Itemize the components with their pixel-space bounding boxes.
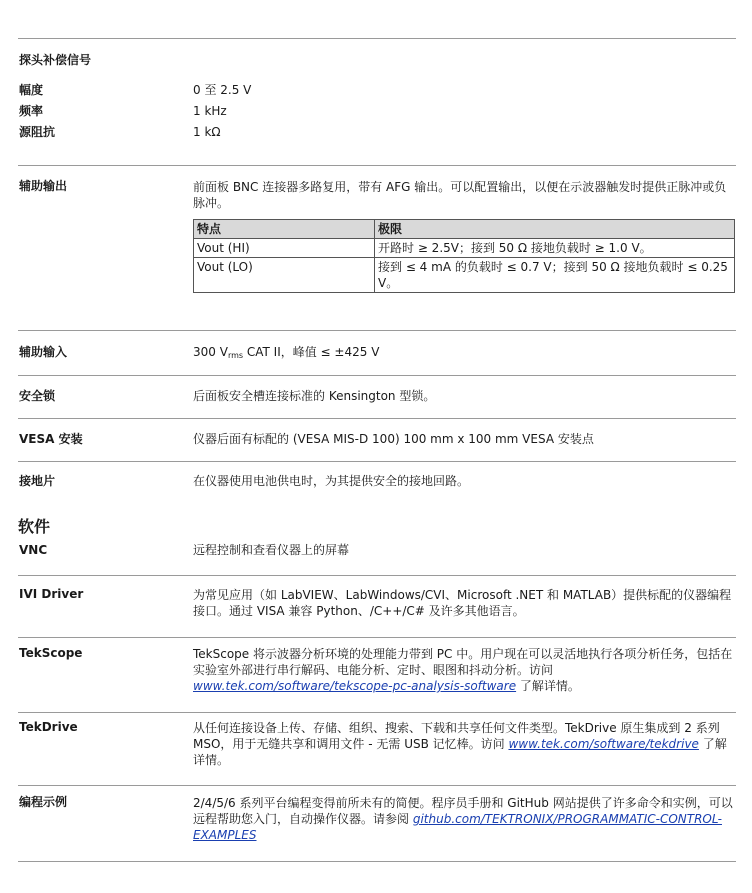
divider xyxy=(18,785,736,786)
security-label: 安全锁 xyxy=(19,389,56,403)
divider xyxy=(18,165,736,166)
aux-out-label: 辅助输出 xyxy=(19,179,68,193)
divider xyxy=(18,637,736,638)
aux-out-desc: 前面板 BNC 连接器多路复用，带有 AFG 输出。可以配置输出，以便在示波器触发时提供正脉冲或负脉冲。 xyxy=(193,180,727,210)
aux-in-label: 辅助输入 xyxy=(19,345,68,359)
ground-label: 接地片 xyxy=(19,474,56,488)
tekscope-link[interactable]: www.tek.com/software/tekscope-pc-analysis-software xyxy=(193,679,517,693)
table-row xyxy=(194,258,735,293)
vesa-value: 仪器后面有标配的 (VESA MIS-D 100) 100 mm x 100 mm VESA 安装点 xyxy=(193,432,594,446)
tekdrive-link[interactable]: www.tek.com/software/tekdrive xyxy=(508,737,699,751)
programming-value: 2/4/5/6 系列平台编程变得前所未有的简便。程序员手册和 GitHub 网站提供了许多命令和实例，可以远程帮助您入门，自动操作仪器。请参阅 github.com/TEKTRONIX/PROGRAMMATIC-CONTROL-EXAMPLES xyxy=(193,796,733,842)
table-header: 极限 xyxy=(375,220,735,239)
ivi-label: IVI Driver xyxy=(19,587,84,601)
table-header: 特点 xyxy=(194,220,375,239)
frequency-value: 1 kHz xyxy=(193,104,227,118)
divider xyxy=(18,418,736,419)
divider xyxy=(18,330,736,331)
amplitude-value: 0 至 2.5 V xyxy=(193,83,252,97)
table-cell: 接到 ≤ 4 mA 的负载时 ≤ 0.7 V；接到 50 Ω 接地负载时 ≤ 0.25 V。 xyxy=(375,258,735,293)
table-row xyxy=(194,239,735,258)
programming-label: 编程示例 xyxy=(19,795,68,809)
vesa-label: VESA 安装 xyxy=(19,432,83,446)
software-title: 软件 xyxy=(18,517,51,536)
probe-comp-title: 探头补偿信号 xyxy=(19,53,92,67)
divider xyxy=(18,38,736,39)
divider xyxy=(18,712,736,713)
table-cell: Vout (HI) xyxy=(194,239,375,258)
frequency-label: 频率 xyxy=(19,104,44,118)
ivi-value: 为常见应用（如 LabVIEW、LabWindows/CVI、Microsoft .NET 和 MATLAB）提供标配的仪器编程接口。通过 VISA 兼容 Python、/C++/C# 及许多其他语言。 xyxy=(193,588,732,618)
table-cell: Vout (LO) xyxy=(194,258,375,293)
impedance-label: 源阻抗 xyxy=(19,125,56,139)
impedance-value: 1 kΩ xyxy=(193,125,221,139)
aux-out-table xyxy=(193,219,735,293)
github-link[interactable]: github.com/TEKTRONIX/PROGRAMMATIC-CONTROL-EXAMPLES xyxy=(193,812,722,842)
vnc-value: 远程控制和查看仪器上的屏幕 xyxy=(193,543,350,557)
divider xyxy=(18,575,736,576)
tekscope-label: TekScope xyxy=(19,646,83,660)
tekdrive-value: 从任何连接设备上传、存储、组织、搜索、下载和共享任何文件类型。TekDrive 原生集成到 2 系列 MSO，用于无缝共享和调用文件 - 无需 USB 记忆棒。访问 www.tek.com/software/tekdrive 了解详情。 xyxy=(193,721,727,767)
security-value: 后面板安全槽连接标准的 Kensington 型锁。 xyxy=(193,389,436,403)
divider xyxy=(18,861,736,862)
ground-value: 在仪器使用电池供电时，为其提供安全的接地回路。 xyxy=(193,474,470,488)
tekdrive-label: TekDrive xyxy=(19,720,78,734)
vnc-label: VNC xyxy=(19,543,48,557)
divider xyxy=(18,375,736,376)
aux-in-value: 300 $V_{rms}$ CAT II，峰值 ≤ ±425 V xyxy=(193,345,380,360)
amplitude-label: 幅度 xyxy=(19,83,44,97)
divider xyxy=(18,461,736,462)
tekscope-value: TekScope 将示波器分析环境的处理能力带到 PC 中。用户现在可以灵活地执行各项分析任务，包括在实验室外部进行串行解码、电能分析、定时、眼图和抖动分析。访问 www.tek.com/software/tekscope-pc-analysis-software 了解详情。 xyxy=(193,647,733,693)
table-header-row xyxy=(194,220,735,239)
table-cell: 开路时 ≥ 2.5V；接到 50 Ω 接地负载时 ≥ 1.0 V。 xyxy=(375,239,735,258)
